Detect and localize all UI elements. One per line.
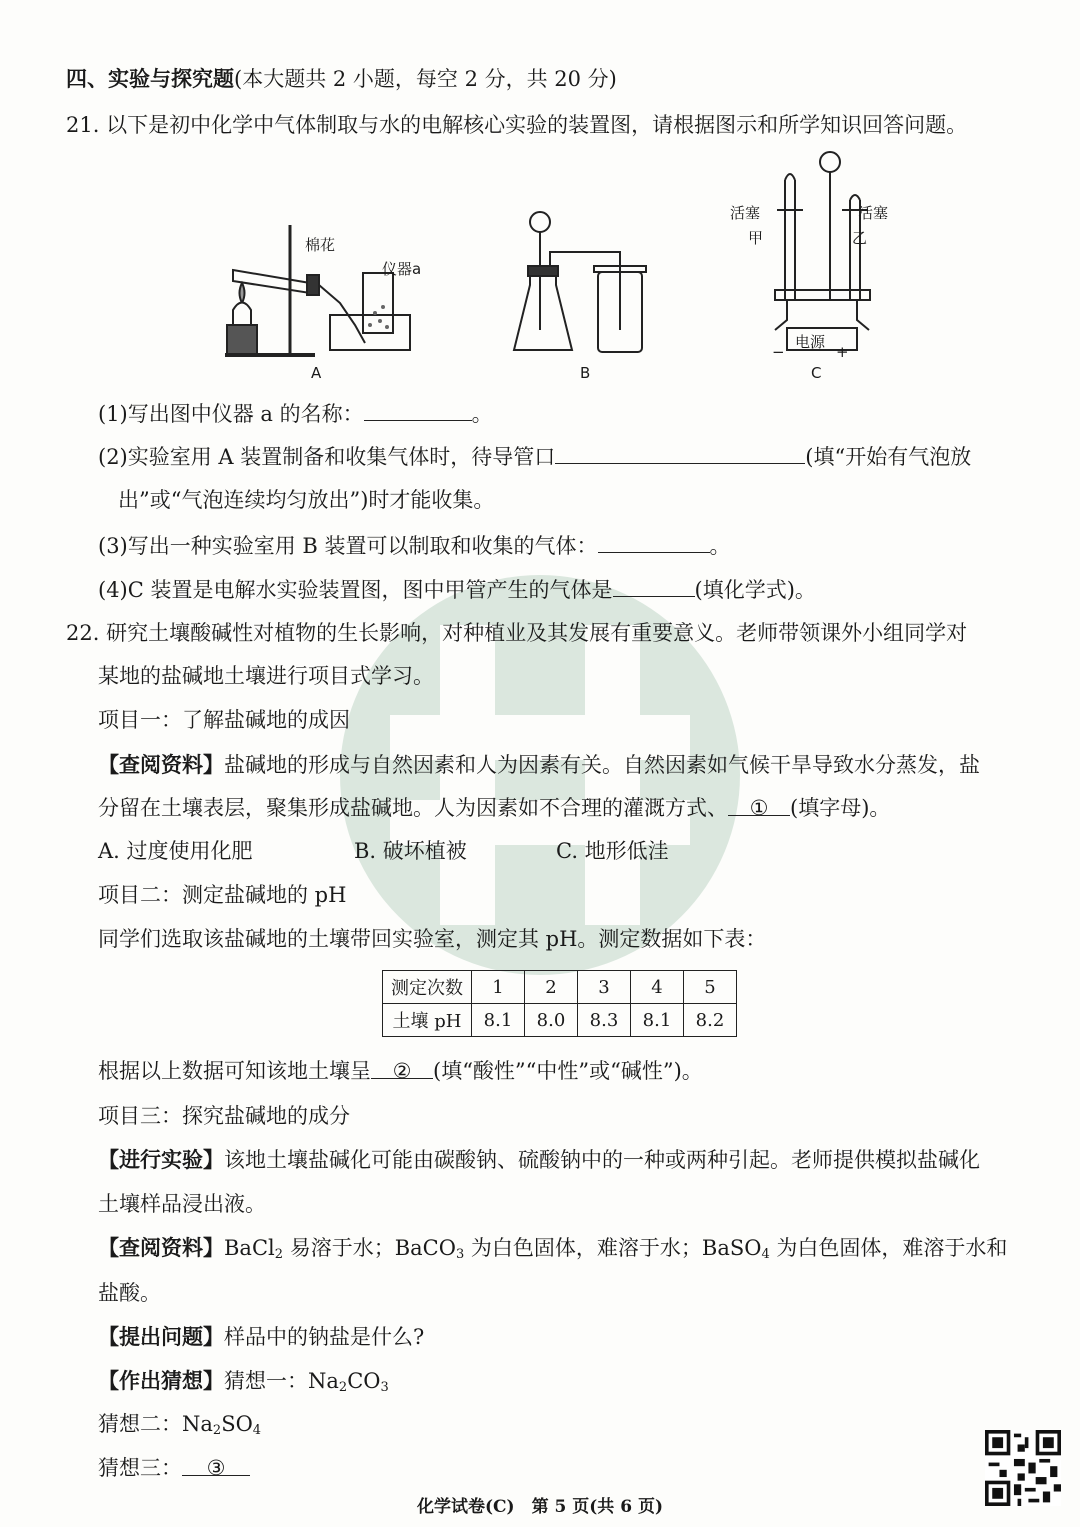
option-c: C. 地形低洼: [556, 839, 669, 863]
table-cell: 4: [631, 971, 684, 1004]
q22-stem-2: 某地的盐碱地土壤进行项目式学习。: [98, 664, 434, 688]
project-2-desc: 同学们选取该盐碱地的土壤带回实验室，测定其 pH。测定数据如下表：: [98, 927, 767, 951]
label-huosai-left: 活塞: [730, 204, 761, 222]
answer-blank-2[interactable]: ②: [371, 1056, 433, 1079]
label-jia: 甲: [748, 229, 764, 247]
label-plus: +: [836, 343, 849, 361]
table-cell: 8.0: [525, 1004, 578, 1037]
table-cell: 8.2: [684, 1004, 737, 1037]
table-row: [383, 971, 737, 1004]
project-2-title: 项目二：测定盐碱地的 pH: [98, 883, 347, 907]
ref2-line1: 【查阅资料】BaCl$_2$ 易溶于水；BaCO$_3$ 为白色固体，难溶于水；BaSO$_4$ 为白色固体，难溶于水和: [98, 1235, 1008, 1262]
ref1-line2: 分留在土壤表层，聚集形成盐碱地。人为因素如不合理的灌溉方式、 ① (填字母)。: [98, 793, 890, 823]
q22-stem-1: 22. 研究土壤酸碱性对植物的生长影响，对种植业及其发展有重要意义。老师带领课外小组同学对: [66, 621, 968, 645]
table-cell: 1: [472, 971, 525, 1004]
answer-blank[interactable]: [598, 530, 710, 553]
label-huosai-right: 活塞: [858, 204, 889, 222]
section-heading: 四、实验与探究题(本大题共 2 小题，每空 2 分，共 20 分): [66, 66, 617, 91]
q21-part2-cont: 出”或“气泡连续均匀放出”)时才能收集。: [118, 488, 495, 512]
q21-part2: (2)实验室用 A 装置制备和收集气体时，待导管口 (填“开始有气泡放: [98, 441, 971, 472]
ph-conclusion: 根据以上数据可知该地土壤呈 ② (填“酸性”“中性”或“碱性”)。: [98, 1056, 703, 1086]
table-cell: 8.1: [631, 1004, 684, 1037]
answer-blank[interactable]: [364, 398, 472, 421]
question-line: 【提出问题】样品中的钠盐是什么?: [98, 1324, 425, 1349]
table-header: 土壤 pH: [383, 1004, 472, 1037]
answer-blank-3[interactable]: ③: [182, 1453, 250, 1476]
answer-blank[interactable]: [613, 574, 695, 597]
q21-stem: 21. 以下是初中化学中气体制取与水的电解核心实验的装置图，请根据图示和所学知识回答问题。: [66, 113, 968, 137]
q21-part1: (1)写出图中仪器 a 的名称： 。: [98, 398, 493, 429]
table-cell: 3: [578, 971, 631, 1004]
q21-part4: (4)C 装置是电解水实验装置图，图中甲管产生的气体是 (填化学式)。: [98, 574, 816, 605]
project-3-title: 项目三：探究盐碱地的成分: [98, 1104, 350, 1128]
answer-blank-1[interactable]: ①: [728, 793, 790, 816]
table-header: 测定次数: [383, 971, 472, 1004]
ph-table: [382, 970, 737, 1037]
option-b: B. 破坏植被: [354, 839, 467, 863]
ref2-line2: 盐酸。: [98, 1281, 161, 1305]
label-minus: −: [772, 343, 785, 361]
figure-label-c: C: [811, 364, 822, 382]
label-yi: 乙: [852, 229, 868, 247]
guess-3: 猜想三： ③: [98, 1453, 250, 1483]
q21-part3: (3)写出一种实验室用 B 装置可以制取和收集的气体： 。: [98, 530, 731, 561]
label-yiqi-a: 仪器a: [382, 260, 422, 278]
option-a: A. 过度使用化肥: [98, 839, 253, 863]
label-mianhua: 棉花: [305, 236, 336, 254]
apparatus-b: [510, 210, 650, 360]
project-1-title: 项目一：了解盐碱地的成因: [98, 708, 350, 732]
apparatus-c: [765, 150, 880, 360]
page-footer: 化学试卷(C) 第 5 页(共 6 页): [416, 1497, 664, 1517]
table-cell: 5: [684, 971, 737, 1004]
experiment-line2: 土壤样品浸出液。: [98, 1192, 266, 1216]
table-row: [383, 1004, 737, 1037]
answer-blank[interactable]: [555, 441, 805, 464]
ref1-line1: 【查阅资料】盐碱地的形成与自然因素和人为因素有关。自然因素如气候干旱导致水分蒸发，盐: [98, 752, 980, 777]
figure-label-a: A: [311, 364, 322, 382]
table-cell: 8.1: [472, 1004, 525, 1037]
experiment-line1: 【进行实验】该地土壤盐碱化可能由碳酸钠、硫酸钠中的一种或两种引起。老师提供模拟盐碱化: [98, 1147, 980, 1172]
label-dianyuan: 电源: [795, 333, 826, 351]
guess-2: 猜想二：$Na_2SO_4$: [98, 1412, 262, 1438]
table-cell: 8.3: [578, 1004, 631, 1037]
guess-1: 【作出猜想】猜想一：$Na_2CO_3$: [98, 1368, 389, 1395]
figure-label-b: B: [580, 364, 591, 382]
table-cell: 2: [525, 971, 578, 1004]
